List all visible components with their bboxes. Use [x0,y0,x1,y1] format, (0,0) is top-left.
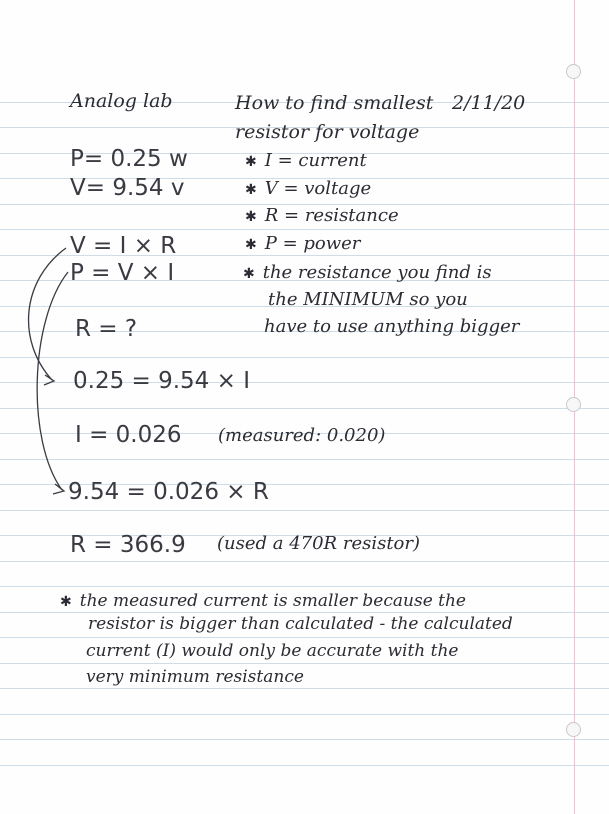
legend-text: P = power [264,233,361,254]
step-resistance-result: R = 366.9 [70,532,186,558]
conclusion-text: the measured current is smaller because the [79,591,466,611]
step-solve-resistance: 9.54 = 0.026 × R [68,479,269,505]
star-icon: ✱ [245,154,257,170]
given-voltage: V= 9.54 v [70,175,185,201]
topic-title-line-1: How to find smallest [235,92,434,114]
formula-power: P = V × I [70,260,175,286]
formula-resistance-unknown: R = ? [75,316,138,342]
legend-text: V = voltage [264,178,372,199]
star-icon: ✱ [245,209,257,225]
minimum-note-line-3: have to use anything bigger [264,316,520,337]
conclusion-line-2: resistor is bigger than calculated - the calculated [88,614,513,634]
step-current-result: I = 0.026 [75,422,182,448]
page-date: 2/11/20 [452,92,526,114]
legend-text: I = current [264,150,367,171]
star-icon: ✱ [245,237,257,253]
star-icon: ✱ [60,594,72,610]
star-icon: ✱ [245,182,257,198]
formula-voltage: V = I × R [70,233,177,259]
star-icon: ✱ [243,266,255,282]
step-solve-current: 0.25 = 9.54 × I [73,368,250,394]
minimum-note-line-2: the MINIMUM so you [268,289,468,310]
conclusion-line-4: very minimum resistance [86,667,304,687]
step-current-measured: (measured: 0.020) [218,425,386,446]
legend-text: R = resistance [264,205,399,226]
given-power: P= 0.25 w [70,146,188,172]
page-title: Analog lab [70,90,173,112]
topic-title-line-2: resistor for voltage [235,121,420,143]
note-text: the resistance you find is [262,262,492,283]
conclusion-line-3: current (I) would only be accurate with the [86,641,459,661]
step-resistor-used: (used a 470R resistor) [217,533,421,554]
